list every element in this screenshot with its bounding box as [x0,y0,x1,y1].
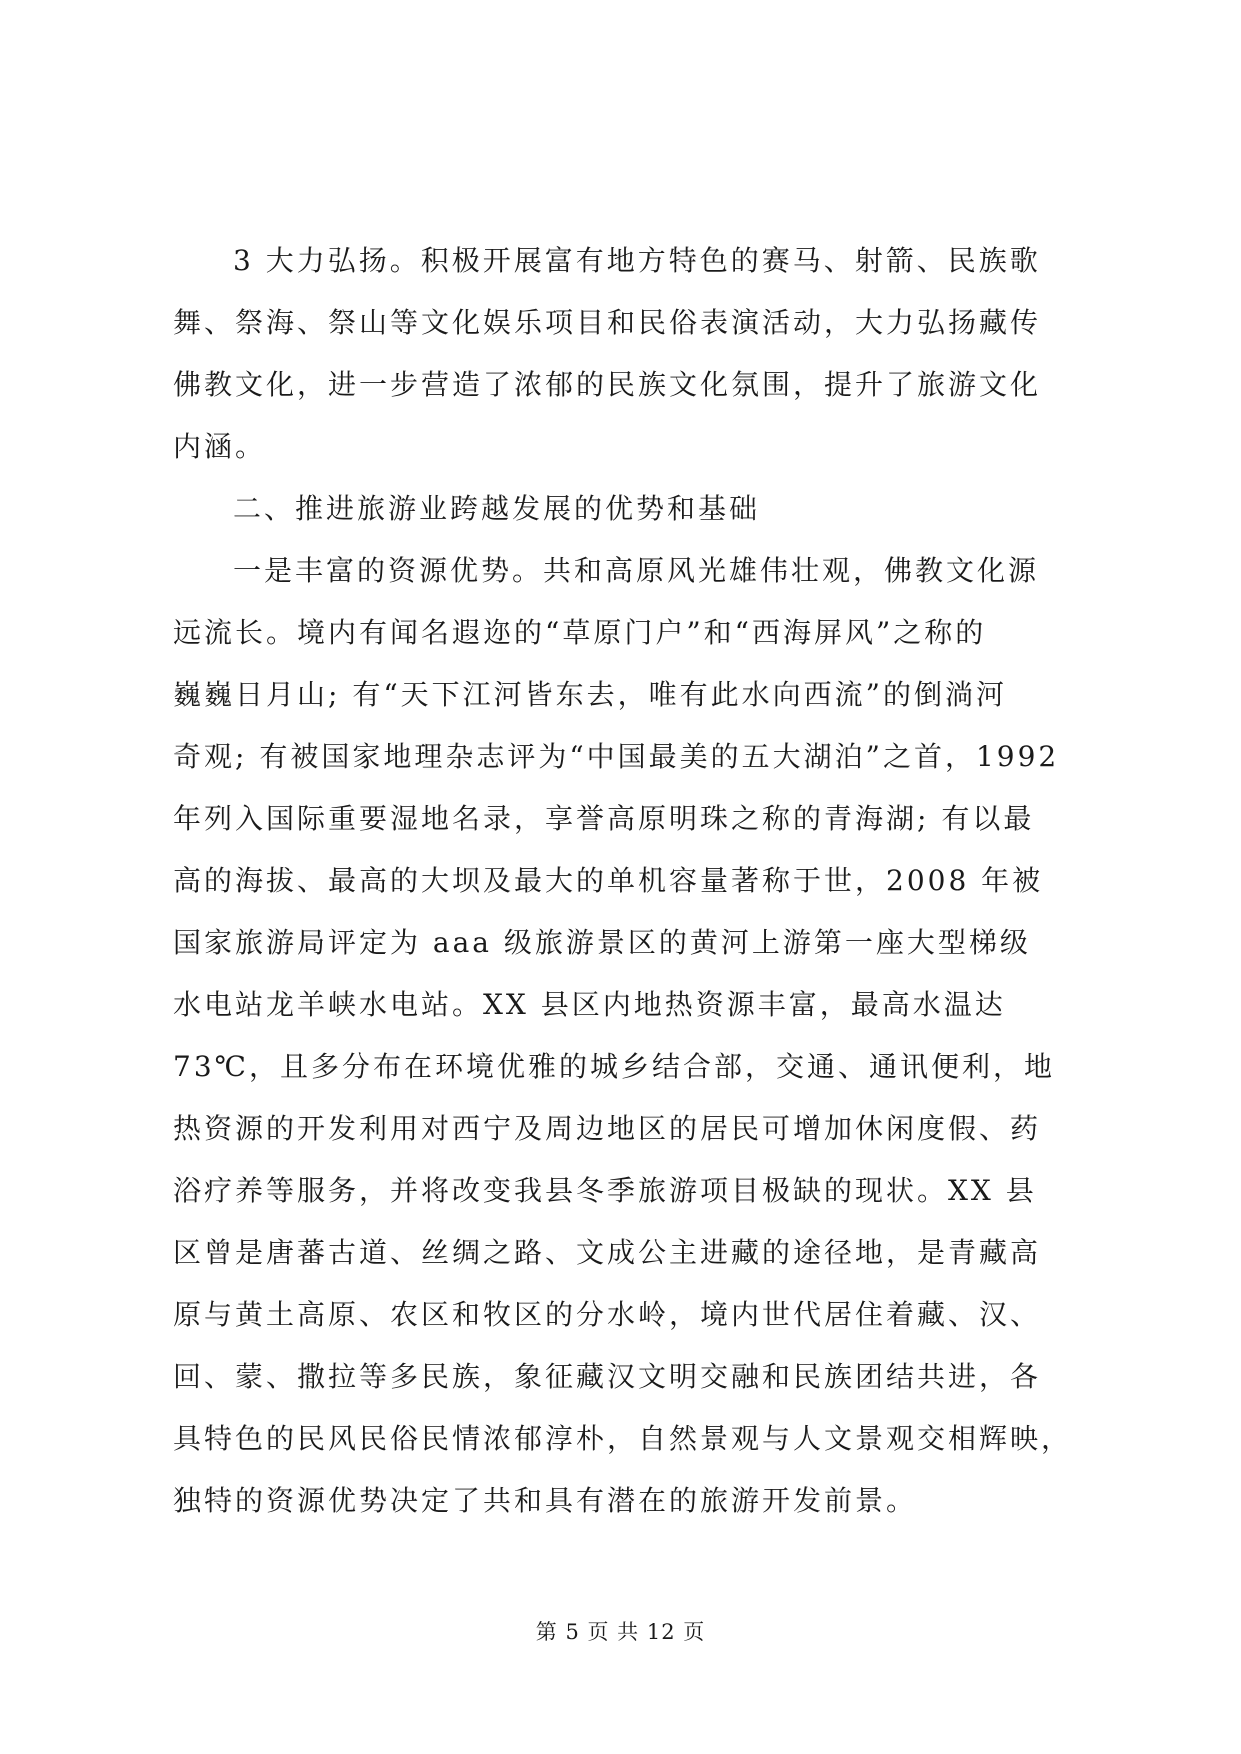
text-line: 内涵。 [173,430,267,463]
text-line: 佛教文化，进一步营造了浓郁的民族文化氛围，提升了旅游文化 [173,368,1042,401]
page-number-footer: 第 5 页 共 12 页 [535,1620,706,1644]
paragraph-promotion [173,230,1093,478]
text-line: 巍巍日月山; 有“天下江河皆东去，唯有此水向西流”的倒淌河 [173,678,1007,711]
text-line: 热资源的开发利用对西宁及周边地区的居民可增加休闲度假、药 [173,1112,1042,1145]
document-body [173,230,1093,1532]
text-line: 浴疗养等服务，并将改变我县冬季旅游项目极缺的现状。XX 县 [173,1174,1037,1207]
text-line: 年列入国际重要湿地名录，享誉高原明珠之称的青海湖; 有以最 [173,802,1035,835]
text-line: 3 大力弘扬。积极开展富有地方特色的赛马、射箭、民族歌 [233,244,1041,277]
text-line: 一是丰富的资源优势。共和高原风光雄伟壮观，佛教文化源 [233,554,1040,587]
text-line: 二、推进旅游业跨越发展的优势和基础 [233,492,761,525]
text-line: 水电站龙羊峡水电站。XX 县区内地热资源丰富，最高水温达 [173,988,1006,1021]
text-line: 舞、祭海、祭山等文化娱乐项目和民俗表演活动，大力弘扬藏传 [173,306,1042,339]
text-line: 回、蒙、撒拉等多民族，象征藏汉文明交融和民族团结共进，各 [173,1360,1042,1393]
text-line: 国家旅游局评定为 aaa 级旅游景区的黄河上游第一座大型梯级 [173,926,1031,959]
text-line: 奇观; 有被国家地理杂志评为“中国最美的五大湖泊”之首，1992 [173,740,1060,773]
text-line: 高的海拔、最高的大坝及最大的单机容量著称于世，2008 年被 [173,864,1044,897]
text-line: 原与黄土高原、农区和牧区的分水岭，境内世代居住着藏、汉、 [173,1298,1042,1331]
text-line: 独特的资源优势决定了共和具有潜在的旅游开发前景。 [173,1484,918,1517]
section-heading [173,478,1093,540]
text-line: 具特色的民风民俗民情浓郁淳朴，自然景观与人文景观交相辉映， [173,1422,1073,1455]
text-line: 73℃，且多分布在环境优雅的城乡结合部，交通、通讯便利，地 [173,1050,1055,1083]
paragraph-resource-advantage [173,540,1093,1532]
text-line: 远流长。境内有闻名遐迩的“草原门户”和“西海屏风”之称的 [173,616,987,649]
text-line: 区曾是唐蕃古道、丝绸之路、文成公主进藏的途径地，是青藏高 [173,1236,1042,1269]
